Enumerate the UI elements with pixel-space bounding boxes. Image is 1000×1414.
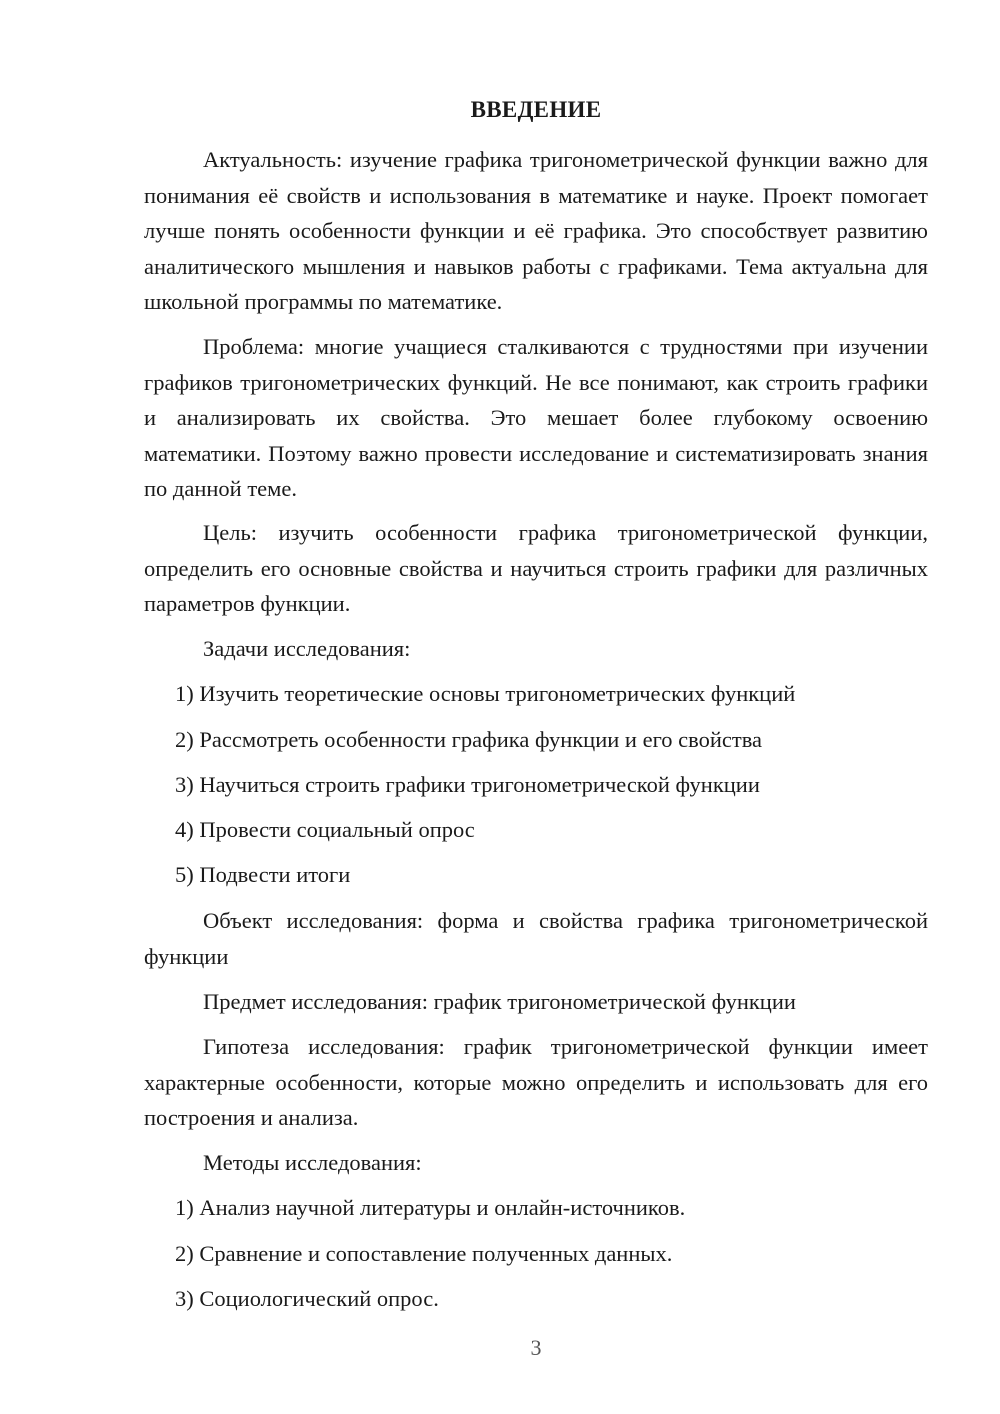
task-item: 1) Изучить теоретические основы тригонометрических функций: [175, 681, 796, 706]
methods-heading: Методы исследования:: [203, 1150, 422, 1175]
subject-paragraph: Предмет исследования: график тригонометрической функции: [203, 989, 796, 1014]
hypothesis-paragraph: Гипотеза исследования: график тригонометрической функции имеет характерные особенности, которые можно определить и использовать для его построения и анализа.: [144, 1034, 928, 1130]
object-paragraph: Объект исследования: форма и свойства графика тригонометрической функции: [144, 908, 928, 969]
page-title: ВВЕДЕНИЕ: [470, 97, 602, 122]
method-item: 1) Анализ научной литературы и онлайн-источников.: [175, 1195, 686, 1220]
task-item: 5) Подвести итоги: [175, 862, 351, 887]
problem-paragraph: Проблема: многие учащиеся сталкиваются с трудностями при изучении графиков тригонометрических функций. Не все понимают, как строить графики и анализировать их свойства. Это мешает более глубокому освоению математики. Поэтому важно провести исследование и систематизировать знания по данной теме.: [144, 334, 928, 501]
method-item: 2) Сравнение и сопоставление полученных данных.: [175, 1241, 673, 1266]
goal-paragraph: Цель: изучить особенности графика тригонометрической функции, определить его основные свойства и научиться строить графики для различных параметров функции.: [144, 520, 928, 616]
method-item: 3) Социологический опрос.: [175, 1286, 439, 1311]
page-number: 3: [530, 1335, 542, 1360]
task-item: 4) Провести социальный опрос: [175, 817, 475, 842]
task-item: 3) Научиться строить графики тригонометрической функции: [175, 772, 760, 797]
task-item: 2) Рассмотреть особенности графика функции и его свойства: [175, 727, 763, 752]
relevance-paragraph: Актуальность: изучение графика тригонометрической функции важно для понимания её свойств и использования в математике и науке. Проект помогает лучше понять особенности функции и её графика. Это способствует развитию аналитического мышления и навыков работы с графиками. Тема актуальна для школьной программы по математике.: [144, 147, 928, 314]
tasks-heading: Задачи исследования:: [203, 636, 411, 661]
